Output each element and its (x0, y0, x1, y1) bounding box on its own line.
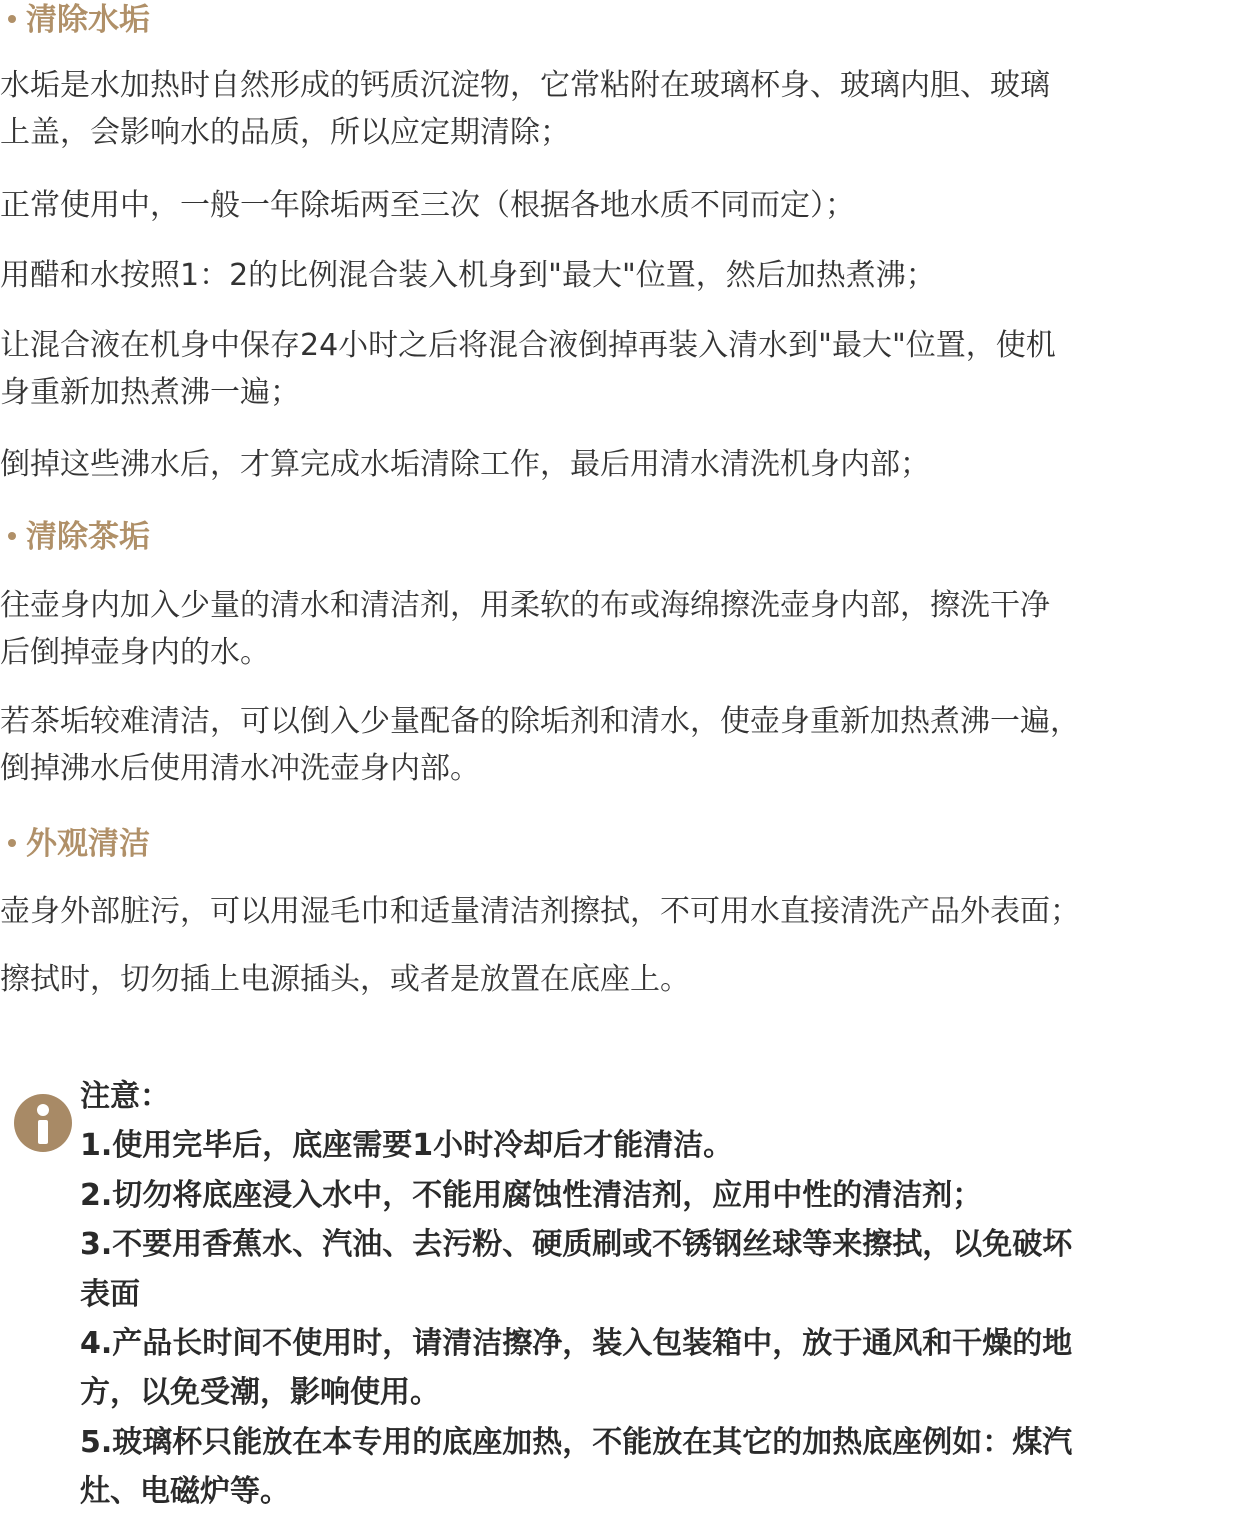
bullet-dot-icon (8, 15, 16, 23)
tea-stain-paragraph-2 (0, 698, 1235, 792)
notice-item-4-cont: 方，以免受潮，影响使用。 (80, 1375, 440, 1411)
text-line: 让混合液在机身中保存24小时之后将混合液倒掉再装入清水到"最大"位置，使机 (0, 328, 1056, 363)
info-icon-bar (38, 1120, 48, 1144)
text-line: 身重新加热煮沸一遍； (0, 375, 300, 410)
text-line: 用醋和水按照1：2的比例混合装入机身到"最大"位置，然后加热煮沸； (0, 258, 936, 293)
descaling-paragraph-4 (0, 322, 1235, 416)
info-icon-dot (37, 1104, 49, 1116)
notice-item-2: 2.切勿将底座浸入水中，不能用腐蚀性清洁剂，应用中性的清洁剂； (80, 1177, 983, 1213)
descaling-paragraph-3 (0, 252, 1235, 299)
notice-item-3: 3.不要用香蕉水、汽油、去污粉、硬质刷或不锈钢丝球等来擦拭，以免破坏 (80, 1227, 1073, 1263)
text-line: 水垢是水加热时自然形成的钙质沉淀物，它常粘附在玻璃杯身、玻璃内胆、玻璃 (0, 68, 1050, 103)
section-heading-exterior: 外观清洁 (8, 824, 150, 864)
descaling-paragraph-2 (0, 182, 1235, 229)
notice-item-3-cont: 表面 (80, 1276, 140, 1312)
exterior-paragraph-1 (0, 888, 1235, 935)
descaling-paragraph-1 (0, 62, 1235, 156)
section-heading-tea-stain: 清除茶垢 (8, 517, 150, 557)
descaling-paragraph-5 (0, 441, 1235, 488)
notice-item-5: 5.玻璃杯只能放在本专用的底座加热，不能放在其它的加热底座例如：煤汽 (80, 1424, 1073, 1460)
text-line: 倒掉这些沸水后，才算完成水垢清除工作，最后用清水清洗机身内部； (0, 447, 930, 482)
text-line: 往壶身内加入少量的清水和清洁剂，用柔软的布或海绵擦洗壶身内部，擦洗干净 (0, 588, 1050, 623)
text-line: 若茶垢较难清洁，可以倒入少量配备的除垢剂和清水，使壶身重新加热煮沸一遍， (0, 704, 1080, 739)
text-line: 后倒掉壶身内的水。 (0, 635, 270, 670)
notice-block (80, 1072, 1230, 1517)
bullet-dot-icon (8, 532, 16, 540)
text-line: 正常使用中，一般一年除垢两至三次（根据各地水质不同而定）； (0, 188, 855, 223)
notice-item-1: 1.使用完毕后，底座需要1小时冷却后才能清洁。 (80, 1128, 734, 1164)
notice-title: 注意： (80, 1079, 170, 1114)
notice-item-5-cont: 灶、电磁炉等。 (80, 1474, 290, 1510)
section-heading-descaling: 清除水垢 (8, 0, 150, 40)
info-icon (14, 1094, 72, 1152)
text-line: 上盖，会影响水的品质，所以应定期清除； (0, 115, 570, 150)
text-line: 壶身外部脏污，可以用湿毛巾和适量清洁剂擦拭，不可用水直接清洗产品外表面； (0, 894, 1080, 929)
text-line: 倒掉沸水后使用清水冲洗壶身内部。 (0, 751, 480, 786)
notice-item-4: 4.产品长时间不使用时，请清洁擦净，装入包装箱中，放于通风和干燥的地 (80, 1326, 1073, 1362)
tea-stain-paragraph-1 (0, 582, 1235, 676)
bullet-dot-icon (8, 839, 16, 847)
text-line: 擦拭时，切勿插上电源插头，或者是放置在底座上。 (0, 962, 690, 997)
exterior-paragraph-2 (0, 956, 1235, 1003)
